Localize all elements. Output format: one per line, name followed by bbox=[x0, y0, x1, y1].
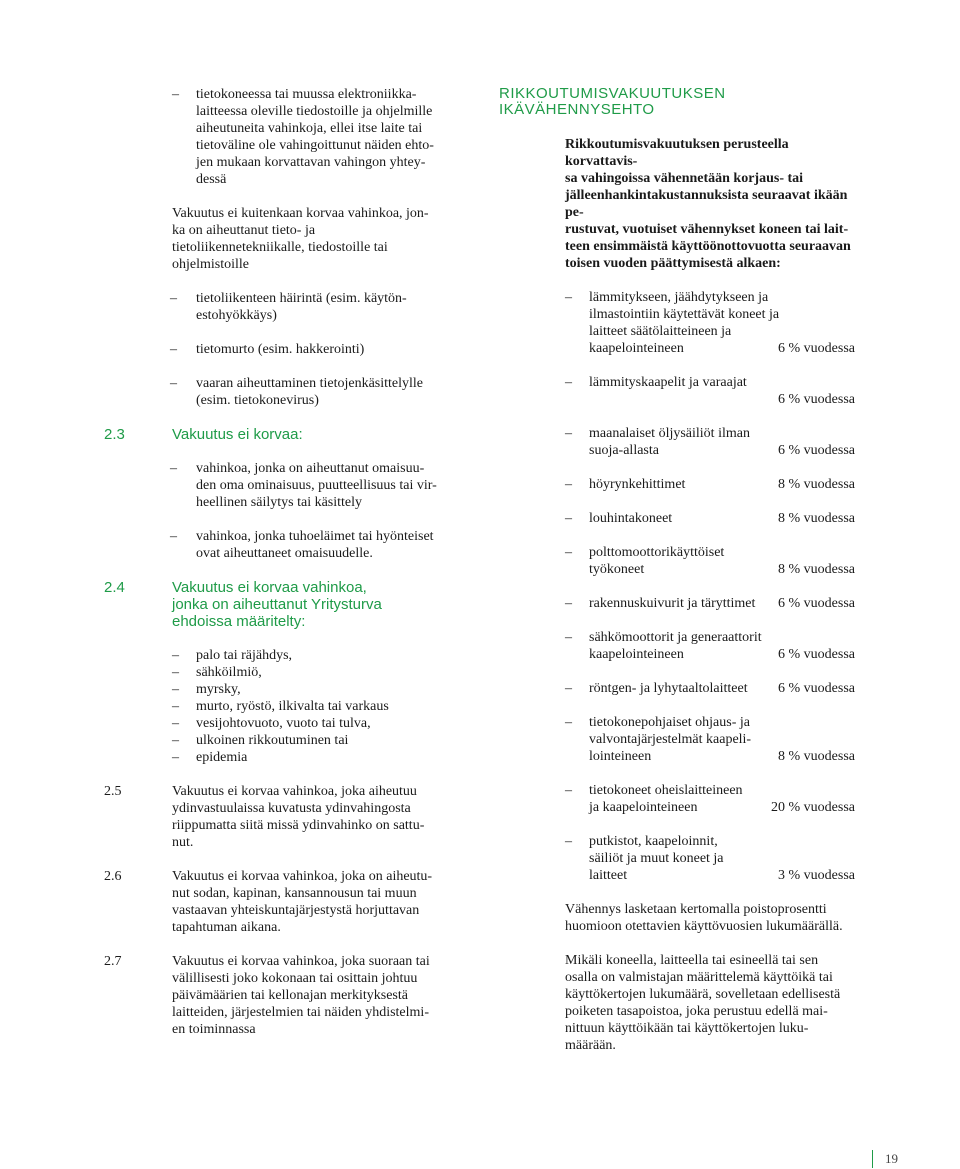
depreciation-item bbox=[499, 510, 859, 527]
first-item-text bbox=[172, 86, 474, 188]
text-line: Vakuutus ei korvaa vahinkoa, joka on aiheutu- bbox=[172, 869, 433, 884]
depreciation-item bbox=[499, 595, 859, 612]
list-item-text bbox=[196, 290, 474, 324]
item-last-line bbox=[589, 646, 855, 663]
item-rate: 3 % vuodessa bbox=[778, 868, 855, 883]
text-line: toisen vuoden päättymisestä alkaen: bbox=[565, 256, 781, 271]
list-item-text bbox=[196, 341, 474, 358]
item-label: louhintakoneet bbox=[589, 511, 673, 526]
item-rate: 8 % vuodessa bbox=[778, 562, 855, 577]
text-line: nittuun käyttöikään tai käyttökertojen luku- bbox=[565, 1021, 809, 1036]
text-line: vastaavan yhteiskuntajärjestystä horjuttavan bbox=[172, 903, 420, 918]
dash: – bbox=[170, 376, 177, 391]
item-rate: 6 % vuodessa bbox=[778, 681, 855, 696]
dash: – bbox=[170, 529, 177, 544]
list-item-text: ulkoinen rikkoutuminen tai bbox=[196, 733, 349, 748]
list-item bbox=[104, 375, 474, 409]
heading-line: IKÄVÄHENNYSEHTO bbox=[499, 101, 655, 118]
section-2-7 bbox=[104, 953, 474, 1038]
section-number: 2.7 bbox=[104, 954, 122, 969]
item-label: työkoneet bbox=[589, 562, 645, 577]
right-column bbox=[499, 86, 859, 1054]
text-line: nut. bbox=[172, 835, 194, 850]
intro-paragraph bbox=[499, 136, 859, 272]
list-item bbox=[172, 749, 474, 766]
text-line: Vakuutus ei korvaa vahinkoa, joka suoraan tai bbox=[172, 954, 430, 969]
list-item bbox=[172, 647, 474, 664]
list-item bbox=[172, 681, 474, 698]
item-line: tietokoneet oheislaitteineen bbox=[589, 783, 743, 798]
dash: – bbox=[565, 783, 572, 798]
item-rate: 6 % vuodessa bbox=[778, 341, 855, 356]
text-line: Vakuutus ei korvaa vahinkoa, joka aiheutuu bbox=[172, 784, 417, 799]
section-2-6 bbox=[104, 868, 474, 936]
dash: – bbox=[172, 682, 179, 697]
item-last-line bbox=[589, 340, 855, 357]
dash: – bbox=[565, 511, 572, 526]
text-line: (esim. tietokonevirus) bbox=[196, 393, 319, 408]
item-line: sähkömoottorit ja generaattorit bbox=[589, 630, 762, 645]
list-item bbox=[104, 528, 474, 562]
list-item bbox=[172, 732, 474, 749]
list-item-text: palo tai räjähdys, bbox=[196, 648, 293, 663]
item-label: laitteet bbox=[589, 868, 628, 883]
section-text bbox=[172, 868, 474, 936]
text-line: laitteessa oleville tiedostoille ja ohjelmille bbox=[196, 104, 433, 119]
text-line: laitteiden, järjestelmien tai näiden yhdistelmi- bbox=[172, 1005, 429, 1020]
paragraph bbox=[104, 205, 474, 273]
list-item bbox=[172, 715, 474, 732]
dash: – bbox=[170, 291, 177, 306]
text-line: tietokoneessa tai muussa elektroniikka- bbox=[196, 87, 417, 102]
dash: – bbox=[565, 545, 572, 560]
text-line: tapahtuman aikana. bbox=[172, 920, 281, 935]
item-last-line bbox=[589, 476, 855, 493]
list-item bbox=[104, 86, 474, 188]
section-text bbox=[172, 783, 474, 851]
dash: – bbox=[565, 596, 572, 611]
text-line: en toiminnassa bbox=[172, 1022, 256, 1037]
text-line: dessä bbox=[196, 172, 227, 187]
text-line: vaaran aiheuttaminen tietojenkäsittelylle bbox=[196, 376, 424, 391]
section-heading-2-4 bbox=[104, 579, 474, 630]
text-line: tietoväline ole vahingoittunut näiden ehto- bbox=[196, 138, 434, 153]
dash: – bbox=[565, 681, 572, 696]
list-item bbox=[172, 664, 474, 681]
dash: – bbox=[172, 750, 179, 765]
dash: – bbox=[565, 426, 572, 441]
section-heading bbox=[499, 86, 859, 118]
item-last-line bbox=[589, 799, 855, 816]
text-line: Vakuutus ei kuitenkaan korvaa vahinkoa, jon- bbox=[172, 206, 429, 221]
text-line: rustuvat, vuotuiset vähennykset koneen tai lait- bbox=[565, 222, 849, 237]
item-line: putkistot, kaapeloinnit, bbox=[589, 834, 718, 849]
item-line: polttomoottorikäyttöiset bbox=[589, 545, 725, 560]
section-number: 2.3 bbox=[104, 426, 125, 443]
item-line: tietokonepohjaiset ohjaus- ja bbox=[589, 715, 750, 730]
text-line: päivämäärien tai kellonajan merkityksestä bbox=[172, 988, 408, 1003]
text-line: ydinvastuulaissa kuvatusta ydinvahingosta bbox=[172, 801, 411, 816]
depreciation-item bbox=[499, 374, 859, 408]
section-title: Vakuutus ei korvaa: bbox=[172, 426, 303, 443]
item-label: röntgen- ja lyhytaaltolaitteet bbox=[589, 681, 748, 696]
text-line: vahinkoa, jonka tuhoeläimet tai hyönteiset bbox=[196, 529, 434, 544]
dash: – bbox=[565, 834, 572, 849]
list-item bbox=[104, 341, 474, 358]
item-line: lämmityskaapelit ja varaajat bbox=[589, 375, 747, 390]
text-line: käyttökertojen lukumäärä, sovelletaan edellisestä bbox=[565, 987, 841, 1002]
text-line: Mikäli koneella, laitteella tai esineellä tai sen bbox=[565, 953, 819, 968]
item-last-line bbox=[589, 595, 855, 612]
dash: – bbox=[172, 87, 179, 102]
dash: – bbox=[172, 648, 179, 663]
section-number: 2.4 bbox=[104, 579, 125, 596]
item-rate: 6 % vuodessa bbox=[778, 443, 855, 458]
list-item bbox=[172, 698, 474, 715]
item-rate: 6 % vuodessa bbox=[778, 596, 855, 611]
dash: – bbox=[172, 733, 179, 748]
text-line: jen mukaan korvattavan vahingon yhtey- bbox=[196, 155, 426, 170]
depreciation-item bbox=[499, 289, 859, 357]
dash: – bbox=[565, 375, 572, 390]
left-column bbox=[104, 86, 474, 1038]
depreciation-item bbox=[499, 833, 859, 884]
text-line: välillisesti joko kokonaan tai osittain johtuu bbox=[172, 971, 418, 986]
depreciation-item bbox=[499, 782, 859, 816]
item-last-line bbox=[589, 391, 855, 408]
depreciation-item bbox=[499, 544, 859, 578]
item-rate: 6 % vuodessa bbox=[778, 392, 855, 407]
list-item-text bbox=[196, 528, 474, 562]
sub-item-list bbox=[104, 290, 474, 409]
text-line: aiheutuneita vahinkoja, ellei itse laite tai bbox=[196, 121, 423, 136]
item-last-line bbox=[589, 510, 855, 527]
item-label: ja kaapelointeineen bbox=[589, 800, 698, 815]
item-last-line bbox=[589, 748, 855, 765]
list-item-text: sähköilmiö, bbox=[196, 665, 262, 680]
text-line: poiketen tasapoistoa, joka perustuu edellä mai- bbox=[565, 1004, 828, 1019]
text-line: sa vahingoissa vähennetään korjaus- tai bbox=[565, 171, 804, 186]
depreciation-item bbox=[499, 425, 859, 459]
text-line: Rikkoutumisvakuutuksen perusteella korvattavis- bbox=[565, 137, 789, 169]
item-rate: 8 % vuodessa bbox=[778, 511, 855, 526]
item-last-line bbox=[589, 561, 855, 578]
text-line: riippumatta siitä missä ydinvahinko on sattu- bbox=[172, 818, 425, 833]
dash: – bbox=[172, 716, 179, 731]
item-rate: 8 % vuodessa bbox=[778, 477, 855, 492]
section-text bbox=[172, 953, 474, 1038]
depreciation-list bbox=[499, 289, 859, 884]
section-2-5 bbox=[104, 783, 474, 851]
list-item bbox=[104, 460, 474, 511]
text-line: den oma ominaisuus, puutteellisuus tai vir- bbox=[196, 478, 437, 493]
paragraph bbox=[499, 901, 859, 935]
item-last-line bbox=[589, 867, 855, 884]
dash: – bbox=[170, 342, 177, 357]
title-line: Vakuutus ei korvaa vahinkoa, bbox=[172, 579, 367, 596]
text-line: tietomurto (esim. hakkerointi) bbox=[196, 342, 365, 357]
dash: – bbox=[565, 715, 572, 730]
section-2-4-list bbox=[104, 647, 474, 766]
list-item-text: epidemia bbox=[196, 750, 248, 765]
item-label: suoja-allasta bbox=[589, 443, 659, 458]
dash: – bbox=[170, 461, 177, 476]
item-last-line bbox=[589, 442, 855, 459]
text-line: vahinkoa, jonka on aiheuttanut omaisuu- bbox=[196, 461, 425, 476]
text-line: Vähennys lasketaan kertomalla poistoprosentti bbox=[565, 902, 827, 917]
item-rate: 8 % vuodessa bbox=[778, 749, 855, 764]
list-item-text bbox=[196, 375, 474, 409]
paragraph bbox=[499, 952, 859, 1054]
depreciation-item bbox=[499, 476, 859, 493]
dash: – bbox=[565, 477, 572, 492]
text-line: nut sodan, kapinan, kansannousun tai muun bbox=[172, 886, 417, 901]
dash: – bbox=[172, 699, 179, 714]
text-line: ovat aiheuttaneet omaisuudelle. bbox=[196, 546, 373, 561]
item-line: valvontajärjestelmät kaapeli- bbox=[589, 732, 752, 747]
dash: – bbox=[172, 665, 179, 680]
text-line: jälleenhankintakustannuksista seuraavat ikään pe- bbox=[565, 188, 848, 220]
item-line: ilmastointiin käytettävät koneet ja bbox=[589, 307, 780, 322]
item-line: säiliöt ja muut koneet ja bbox=[589, 851, 724, 866]
item-label: kaapelointeineen bbox=[589, 647, 684, 662]
page-number: 19 bbox=[872, 1150, 898, 1168]
depreciation-item bbox=[499, 629, 859, 663]
title-line: jonka on aiheuttanut Yritysturva bbox=[172, 596, 382, 613]
text-line: tietoliikennetekniikalle, tiedostoille tai bbox=[172, 240, 388, 255]
item-line: maanalaiset öljysäiliöt ilman bbox=[589, 426, 750, 441]
section-number: 2.5 bbox=[104, 784, 122, 799]
text-line: määrään. bbox=[565, 1038, 616, 1053]
item-label: höyrynkehittimet bbox=[589, 477, 686, 492]
item-label: rakennuskuivurit ja täryttimet bbox=[589, 596, 756, 611]
text-line: teen ensimmäistä käyttöönottovuotta seuraavan bbox=[565, 239, 851, 254]
item-label: kaapelointeineen bbox=[589, 341, 684, 356]
item-rate: 20 % vuodessa bbox=[771, 800, 855, 815]
heading-line: RIKKOUTUMISVAKUUTUKSEN bbox=[499, 85, 726, 102]
item-line: lämmitykseen, jäähdytykseen ja bbox=[589, 290, 769, 305]
item-label: lointeineen bbox=[589, 749, 652, 764]
list-item bbox=[104, 290, 474, 324]
item-rate: 6 % vuodessa bbox=[778, 647, 855, 662]
list-item-text: myrsky, bbox=[196, 682, 241, 697]
list-item-text: vesijohtovuoto, vuoto tai tulva, bbox=[196, 716, 371, 731]
title-line: ehdoissa määritelty: bbox=[172, 613, 306, 630]
dash: – bbox=[565, 630, 572, 645]
item-line: laitteet säätölaitteineen ja bbox=[589, 324, 732, 339]
text-line: tietoliikenteen häirintä (esim. käytön- bbox=[196, 291, 407, 306]
text-line: estohyökkäys) bbox=[196, 308, 277, 323]
section-title bbox=[172, 579, 474, 630]
section-2-3-list bbox=[104, 460, 474, 562]
text-line: ka on aiheuttanut tieto- ja bbox=[172, 223, 316, 238]
depreciation-item bbox=[499, 680, 859, 697]
dash: – bbox=[565, 290, 572, 305]
text-line: osalla on valmistajan määrittelemä käyttöikä tai bbox=[565, 970, 833, 985]
depreciation-item bbox=[499, 714, 859, 765]
item-last-line bbox=[589, 680, 855, 697]
section-heading-2-3 bbox=[104, 426, 474, 443]
text-line: ohjelmistoille bbox=[172, 257, 249, 272]
text-line: heellinen säilytys tai käsittely bbox=[196, 495, 363, 510]
list-item-text: murto, ryöstö, ilkivalta tai varkaus bbox=[196, 699, 389, 714]
list-item-text bbox=[196, 460, 474, 511]
section-number: 2.6 bbox=[104, 869, 122, 884]
text-line: huomioon otettavien käyttövuosien lukumäärällä. bbox=[565, 919, 843, 934]
